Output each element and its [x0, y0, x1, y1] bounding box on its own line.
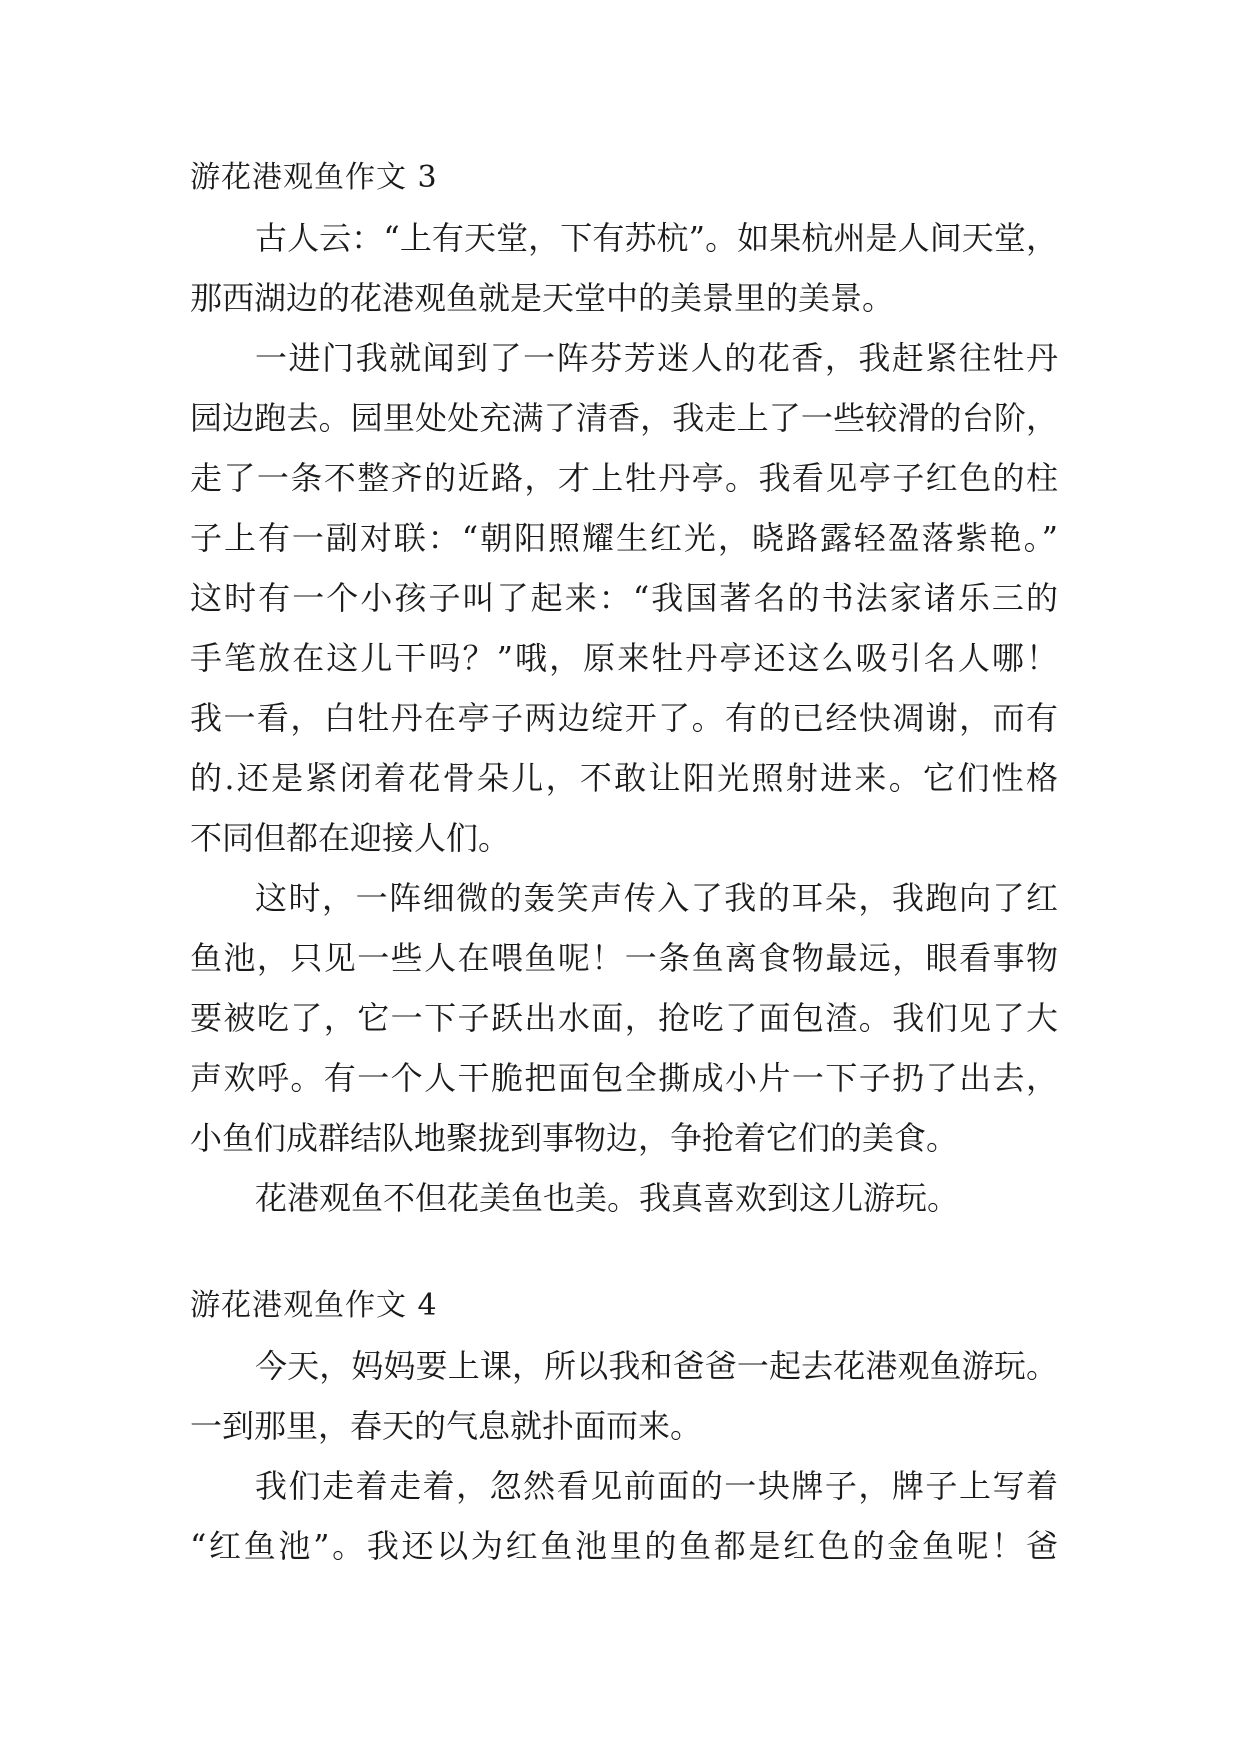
text-line: 声欢呼。有一个人干脆把面包全撕成小片一下子扔了出去，	[190, 1059, 1058, 1097]
text-line: 手笔放在这儿干吗？”哦，原来牡丹亭还这么吸引名人哪！	[190, 639, 1058, 677]
text-line: 一到那里，春天的气息就扑面而来。	[190, 1407, 703, 1445]
text-line: 古人云：“上有天堂，下有苏杭”。如果杭州是人间天堂，	[255, 219, 1058, 257]
text-line: 我们走着走着，忽然看见前面的一块牌子，牌子上写着	[255, 1467, 1058, 1505]
text-line: 子上有一副对联：“朝阳照耀生红光，晓路露轻盈落紫艳。”	[190, 519, 1058, 557]
text-line: 今天，妈妈要上课，所以我和爸爸一起去花港观鱼游玩。	[255, 1347, 1058, 1385]
paragraph	[190, 1336, 1058, 1456]
text-line: 这时有一个小孩子叫了起来：“我国著名的书法家诸乐三的	[190, 579, 1058, 617]
text-line: 鱼池，只见一些人在喂鱼呢！一条鱼离食物最远，眼看事物	[190, 939, 1058, 977]
text-line: 一进门我就闻到了一阵芬芳迷人的花香，我赶紧往牡丹	[255, 339, 1058, 377]
text-line: 这时，一阵细微的轰笑声传入了我的耳朵，我跑向了红	[255, 879, 1058, 917]
document-page	[190, 148, 1058, 1576]
paragraph	[190, 1168, 1058, 1228]
text-line: 走了一条不整齐的近路，才上牡丹亭。我看见亭子红色的柱	[190, 459, 1058, 497]
section-heading: 游花港观鱼作文 4	[190, 1288, 438, 1323]
section-heading: 游花港观鱼作文 3	[190, 160, 438, 195]
text-line: 不同但都在迎接人们。	[190, 819, 511, 857]
paragraph	[190, 868, 1058, 1168]
paragraph	[190, 1456, 1058, 1576]
essay-section-4	[190, 1276, 1058, 1576]
text-line: 的.还是紧闭着花骨朵儿，不敢让阳光照射进来。它们性格	[190, 759, 1058, 797]
text-line: 那西湖边的花港观鱼就是天堂中的美景里的美景。	[190, 279, 895, 317]
paragraph	[190, 208, 1058, 328]
paragraph	[190, 328, 1058, 868]
text-line: 花港观鱼不但花美鱼也美。我真喜欢到这儿游玩。	[255, 1179, 960, 1217]
essay-section-3	[190, 148, 1058, 1228]
text-line: 小鱼们成群结队地聚拢到事物边，争抢着它们的美食。	[190, 1119, 959, 1157]
text-line: “红鱼池”。我还以为红鱼池里的鱼都是红色的金鱼呢！爸	[190, 1527, 1058, 1565]
text-line: 园边跑去。园里处处充满了清香，我走上了一些较滑的台阶，	[190, 399, 1058, 437]
text-line: 要被吃了，它一下子跃出水面，抢吃了面包渣。我们见了大	[190, 999, 1058, 1037]
text-line: 我一看，白牡丹在亭子两边绽开了。有的已经快凋谢，而有	[190, 699, 1058, 737]
